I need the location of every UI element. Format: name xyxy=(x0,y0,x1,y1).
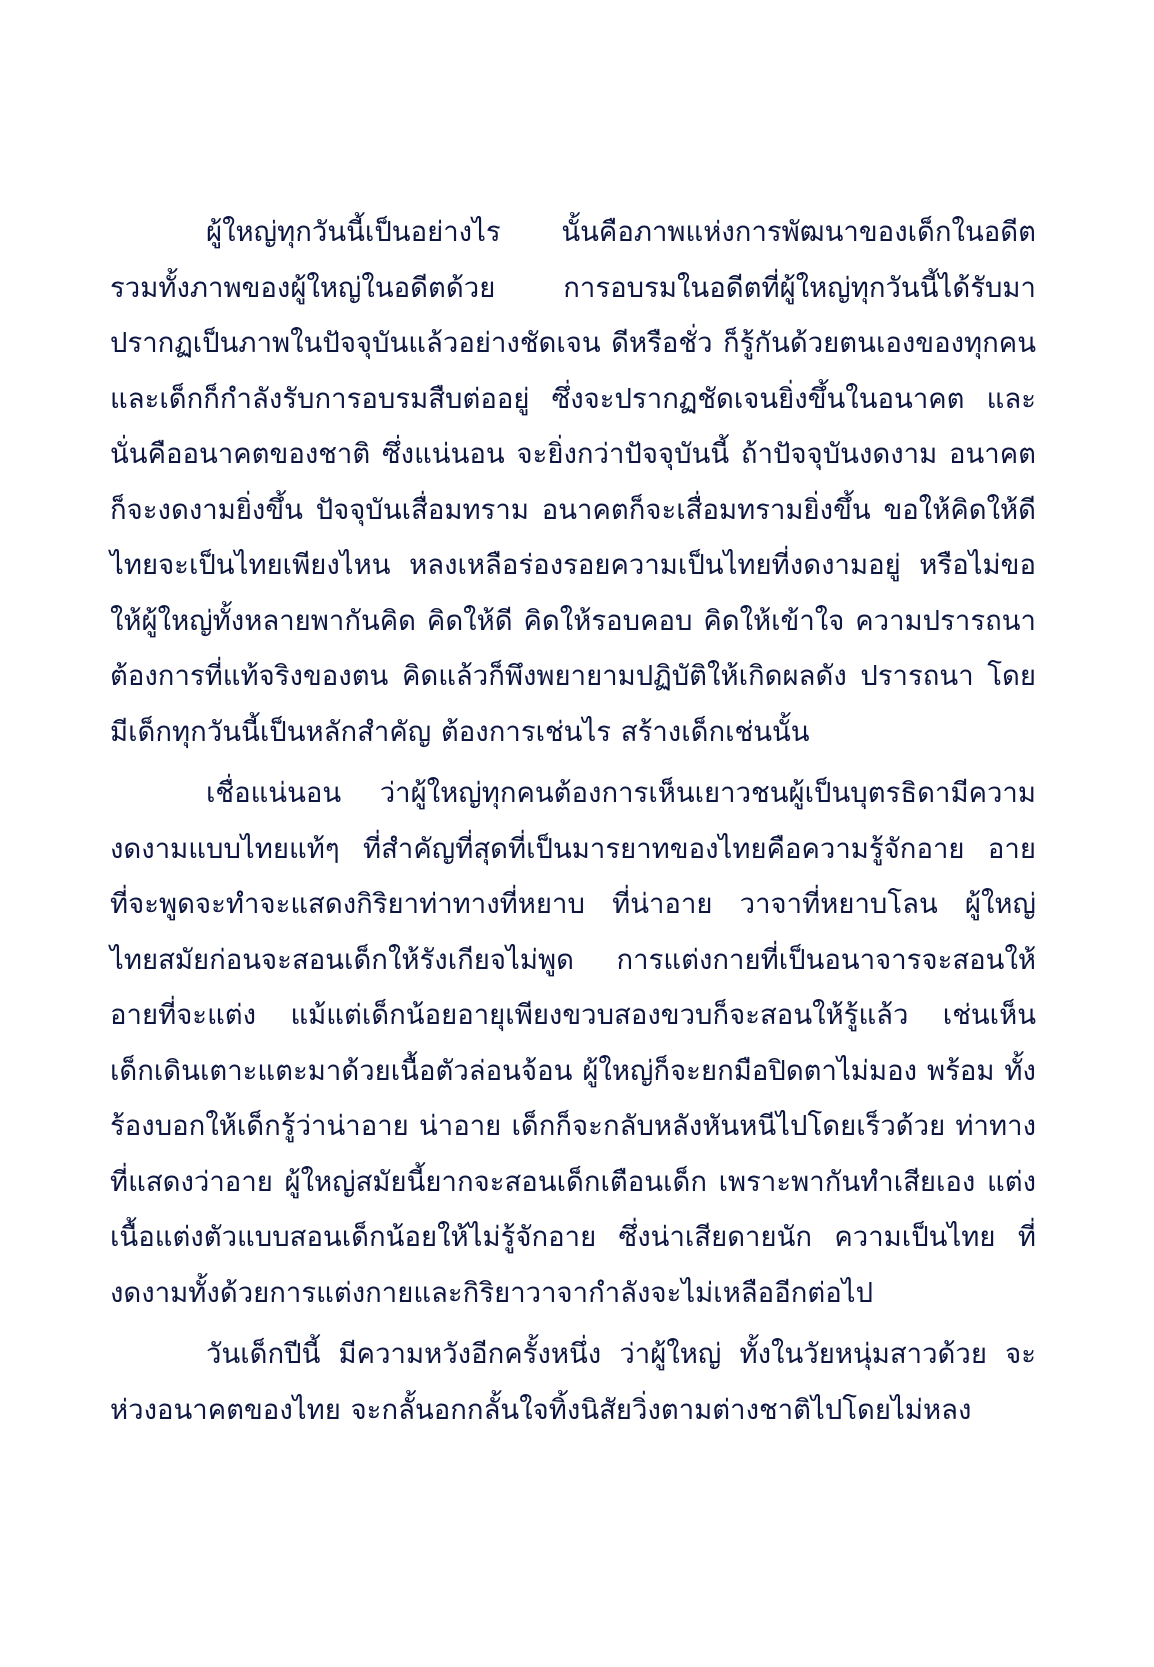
paragraph-2: เชื่อแน่นอน ว่าผู้ใหญ่ทุกคนต้องการเห็นเยาวชนผู้เป็นบุตรธิดามีความ งดงามแบบไทยแท้ๆ ที่สำคัญที่สุดที่เป็นมารยาทของไทยคือความรู้จักอาย อาย ที่จะพูดจะทำจะแสดงกิริยาท่าทางที่หยาบ ที่น่าอาย วาจาที่หยาบโลน ผู้ใหญ่ ไทยสมัยก่อนจะสอนเด็กให้รังเกียจไม่พูด การแต่งกายที่เป็นอนาจารจะสอนให้ อายที่จะแต่ง แม้แต่เด็กน้อยอายุเพียงขวบสองขวบก็จะสอนให้รู้แล้ว เช่นเห็น เด็กเดินเตาะแตะมาด้วยเนื้อตัวล่อนจ้อน ผู้ใหญ่ก็จะยกมือปิดตาไม่มอง พร้อม ทั้งร้องบอกให้เด็กรู้ว่าน่าอาย น่าอาย เด็กก็จะกลับหลังหันหนีไปโดยเร็วด้วย ท่าทางที่แสดงว่าอาย ผู้ใหญ่สมัยนี้ยากจะสอนเด็กเตือนเด็ก เพราะพากันทำเสียเอง แต่งเนื้อแต่งตัวแบบสอนเด็กน้อยให้ไม่รู้จักอาย ซึ่งน่าเสียดายนัก ความเป็นไทย ที่งดงามทั้งด้วยการแต่งกายและกิริยาวาจากำลังจะไม่เหลืออีกต่อไป xyxy=(110,777,1036,1309)
paragraph-3: วันเด็กปีนี้ มีความหวังอีกครั้งหนึ่ง ว่าผู้ใหญ่ ทั้งในวัยหนุ่มสาวด้วย จะห่วงอนาคตของไทย จะกลั้นอกกลั้นใจทิ้งนิสัยวิ่งตามต่างชาติไปโดยไม่หลง xyxy=(110,1338,1036,1426)
paragraph-1: ผู้ใหญ่ทุกวันนี้เป็นอย่างไร นั้นคือภาพแห่งการพัฒนาของเด็กในอดีต รวมทั้งภาพของผู้ใหญ่ในอดีตด้วย การอบรมในอดีตที่ผู้ใหญ่ทุกวันนี้ได้รับมา ปรากฏเป็นภาพในปัจจุบันแล้วอย่างชัดเจน ดีหรือชั่ว ก็รู้กันด้วยตนเองของทุกคน และเด็กก็กำลังรับการอบรมสืบต่ออยู่ ซึ่งจะปรากฏชัดเจนยิ่งขึ้นในอนาคต และนั่นคืออนาคตของชาติ ซึ่งแน่นอน จะยิ่งกว่าปัจจุบันนี้ ถ้าปัจจุบันงดงาม อนาคตก็จะงดงามยิ่งขึ้น ปัจจุบันเสื่อมทราม อนาคตก็จะเสื่อมทรามยิ่งขึ้น ขอให้คิดให้ดี ไทยจะเป็นไทยเพียงไหน หลงเหลือร่องรอยความเป็นไทยที่งดงามอยู่ หรือไม่ขอให้ผู้ใหญ่ทั้งหลายพากันคิด คิดให้ดี คิดให้รอบคอบ คิดให้เข้าใจ ความปรารถนาต้องการที่แท้จริงของตน คิดแล้วก็พึงพยายามปฏิบัติให้เกิดผลดัง ปรารถนา โดยมีเด็กทุกวันนี้เป็นหลักสำคัญ ต้องการเช่นไร สร้างเด็กเช่นนั้น xyxy=(110,216,1036,748)
document-body xyxy=(110,205,1036,1438)
